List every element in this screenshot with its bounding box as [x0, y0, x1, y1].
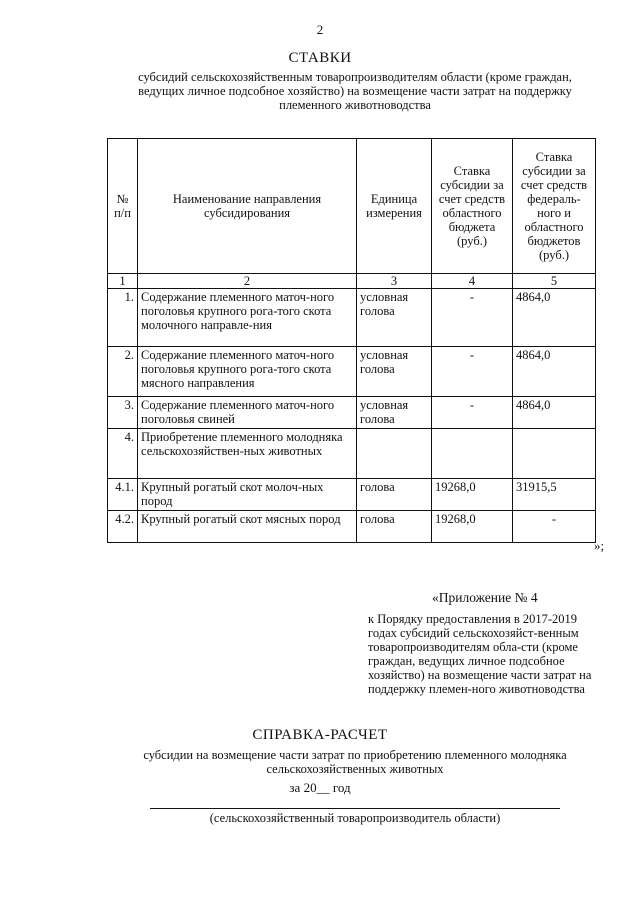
row-federal: 31915,5	[513, 479, 596, 511]
table-row	[108, 397, 596, 429]
calc-title: СПРАВКА-РАСЧЕТ	[252, 727, 388, 743]
rates-title: СТАВКИ	[288, 50, 352, 66]
row-regional: 19268,0	[432, 479, 513, 511]
appendix-title: «Приложение № 4	[432, 590, 538, 605]
page-number: 2	[316, 22, 324, 37]
row-name: Содержание племенного маточ-ного поголовья крупного рога-того скота молочного направле-ния	[138, 289, 357, 347]
table-row	[108, 289, 596, 347]
table-row	[108, 347, 596, 397]
column-number: 5	[513, 274, 596, 289]
signature-line	[150, 808, 560, 809]
row-num: 4.2.	[108, 511, 138, 543]
header-num: № п/п	[108, 139, 138, 274]
row-name: Крупный рогатый скот мясных пород	[138, 511, 357, 543]
row-num: 2.	[108, 347, 138, 397]
quote-end: »;	[594, 538, 605, 553]
row-name: Приобретение племенного молодняка сельскохозяйствен-ных животных	[138, 429, 357, 479]
row-num: 4.1.	[108, 479, 138, 511]
column-number: 2	[138, 274, 357, 289]
row-name: Содержание племенного маточ-ного поголовья свиней	[138, 397, 357, 429]
row-unit: условная голова	[357, 397, 432, 429]
signature-caption: (сельскохозяйственный товаропроизводитель области)	[209, 811, 501, 825]
row-federal: 4864,0	[513, 397, 596, 429]
row-name: Крупный рогатый скот молоч-ных пород	[138, 479, 357, 511]
column-number: 3	[357, 274, 432, 289]
column-number: 4	[432, 274, 513, 289]
row-regional: -	[432, 397, 513, 429]
year-line: за 20__ год	[289, 780, 351, 795]
header-federal: Ставка субсидии за счет средств федераль-ного и областного бюджетов (руб.)	[513, 139, 596, 274]
table-row	[108, 429, 596, 479]
table-row	[108, 479, 596, 511]
row-federal: 4864,0	[513, 347, 596, 397]
row-num: 3.	[108, 397, 138, 429]
column-number-row	[108, 274, 596, 289]
row-unit: голова	[357, 479, 432, 511]
row-name: Содержание племенного маточ-ного поголовья крупного рога-того скота мясного направления	[138, 347, 357, 397]
row-unit: голова	[357, 511, 432, 543]
header-name: Наименование направления субсидирования	[138, 139, 357, 274]
table-row	[108, 511, 596, 543]
row-regional: -	[432, 289, 513, 347]
table-header-row	[108, 139, 596, 274]
column-number: 1	[108, 274, 138, 289]
rates-subtitle: субсидий сельскохозяйственным товаропроизводителям области (кроме граждан, ведущих личное подсобное хозяйство) на возмещение части затрат на поддержку племенного животноводства	[138, 70, 572, 112]
row-unit: условная голова	[357, 289, 432, 347]
rates-table	[107, 138, 596, 543]
row-regional	[432, 429, 513, 479]
row-federal	[513, 429, 596, 479]
row-federal: -	[513, 511, 596, 543]
calc-subtitle: субсидии на возмещение части затрат по приобретению племенного молодняка сельскохозяйственных животных	[143, 748, 567, 776]
row-regional: 19268,0	[432, 511, 513, 543]
row-federal: 4864,0	[513, 289, 596, 347]
row-num: 1.	[108, 289, 138, 347]
appendix-body: к Порядку предоставления в 2017-2019 годах субсидий сельскохозяйст-венным товаропроизводителям обла-сти (кроме граждан, ведущих личное подсобное хозяйство) на возмещение части затрат на поддержку племен-ного животноводства	[368, 612, 592, 696]
row-unit: условная голова	[357, 347, 432, 397]
header-unit: Единица измерения	[357, 139, 432, 274]
row-regional: -	[432, 347, 513, 397]
row-num: 4.	[108, 429, 138, 479]
row-unit	[357, 429, 432, 479]
header-regional: Ставка субсидии за счет средств областного бюджета (руб.)	[432, 139, 513, 274]
